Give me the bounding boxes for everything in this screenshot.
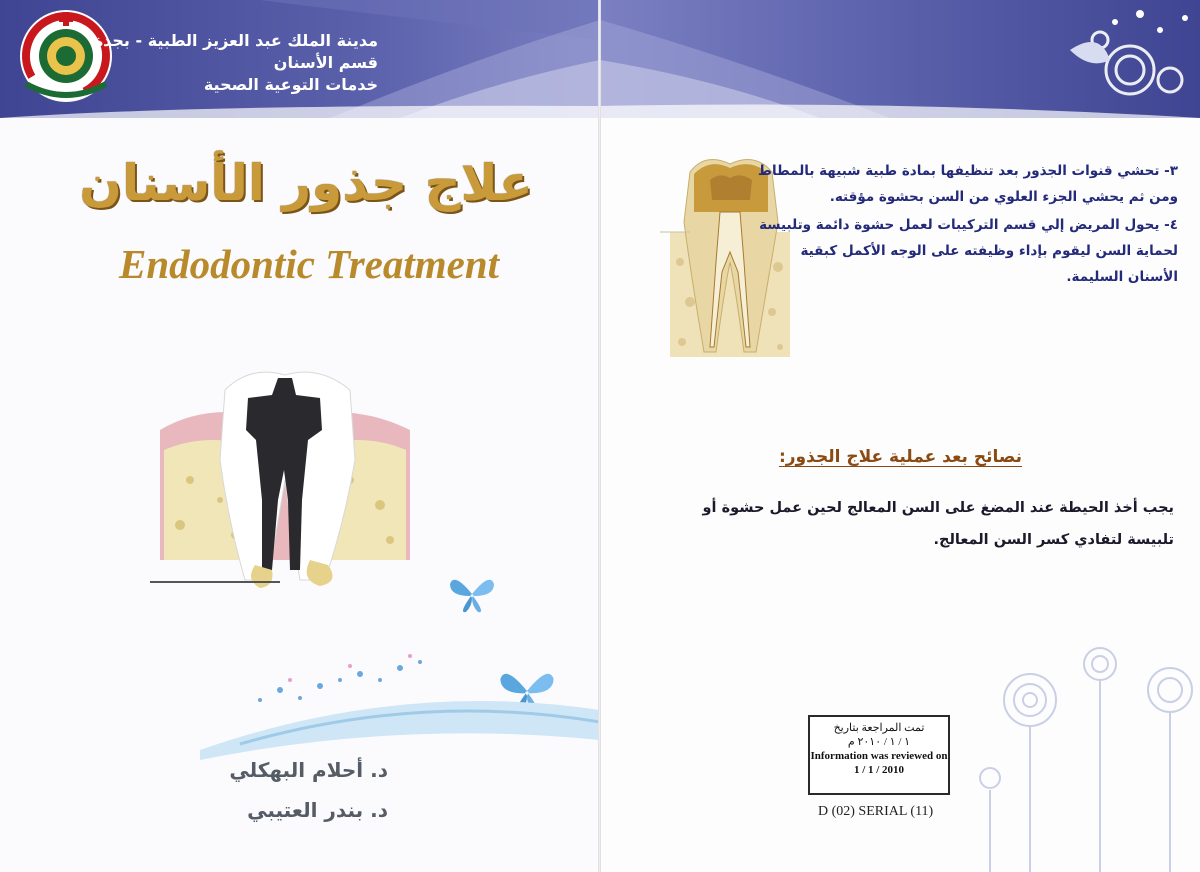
author-name: د. بندر العتيبي — [247, 798, 388, 822]
butterfly-icon — [448, 572, 496, 620]
authors-block — [229, 750, 388, 830]
title-arabic: علاج جذور الأسنان — [79, 154, 533, 212]
decorative-circles — [970, 640, 1200, 872]
advice-paragraph: يجب أخذ الحيطة عند المضغ على السن المعالج لحين عمل حشوة أو تلبيسة لتفادي كسر السن المعالج. — [702, 500, 1174, 548]
stamp-line-2: ١ / ١ / ٢٠١٠ م — [847, 736, 911, 748]
step-4: ٤- يحول المريض إلي قسم التركيبات لعمل حشوة دائمة وتلبيسة لحماية السن ليقوم بإداء وظيفته على الوجه الأكمل كبقية الأسنان السليمة. — [759, 217, 1178, 285]
title-english: Endodontic Treatment — [118, 241, 500, 287]
hospital-line-1: مدينة الملك عبد العزيز الطبية - بجدة — [93, 31, 378, 50]
serial-number: D (02) SERIAL (11) — [818, 804, 934, 819]
author-name: د. أحلام البهكلي — [229, 758, 388, 782]
review-date-stamp — [808, 715, 950, 795]
advice-heading: نصائح بعد عملية علاج الجذور: — [778, 447, 1022, 467]
inside-page — [600, 0, 1200, 872]
decorative-swoosh — [0, 640, 600, 764]
stamp-line-1: تمت المراجعة بتاريخ — [833, 722, 925, 734]
treatment-steps — [748, 158, 1178, 292]
stamp-line-3: Information was reviewed on — [810, 750, 948, 762]
header-band — [600, 0, 1200, 118]
page-fold-line — [598, 0, 601, 872]
hospital-line-2: قسم الأسنان — [273, 53, 378, 72]
hospital-name-block — [94, 30, 378, 96]
root-canal-tooth-illustration — [150, 360, 420, 594]
stamp-line-4: 1 / 1 / 2010 — [853, 764, 905, 776]
hospital-line-3: خدمات التوعية الصحية — [203, 75, 378, 94]
step-3: ٣- تحشي قنوات الجذور بعد تنظيفها بمادة طبية شبيهة بالمطاط ومن ثم يحشي الجزء العلوي من السن بحشوة مؤقته. — [757, 163, 1178, 205]
